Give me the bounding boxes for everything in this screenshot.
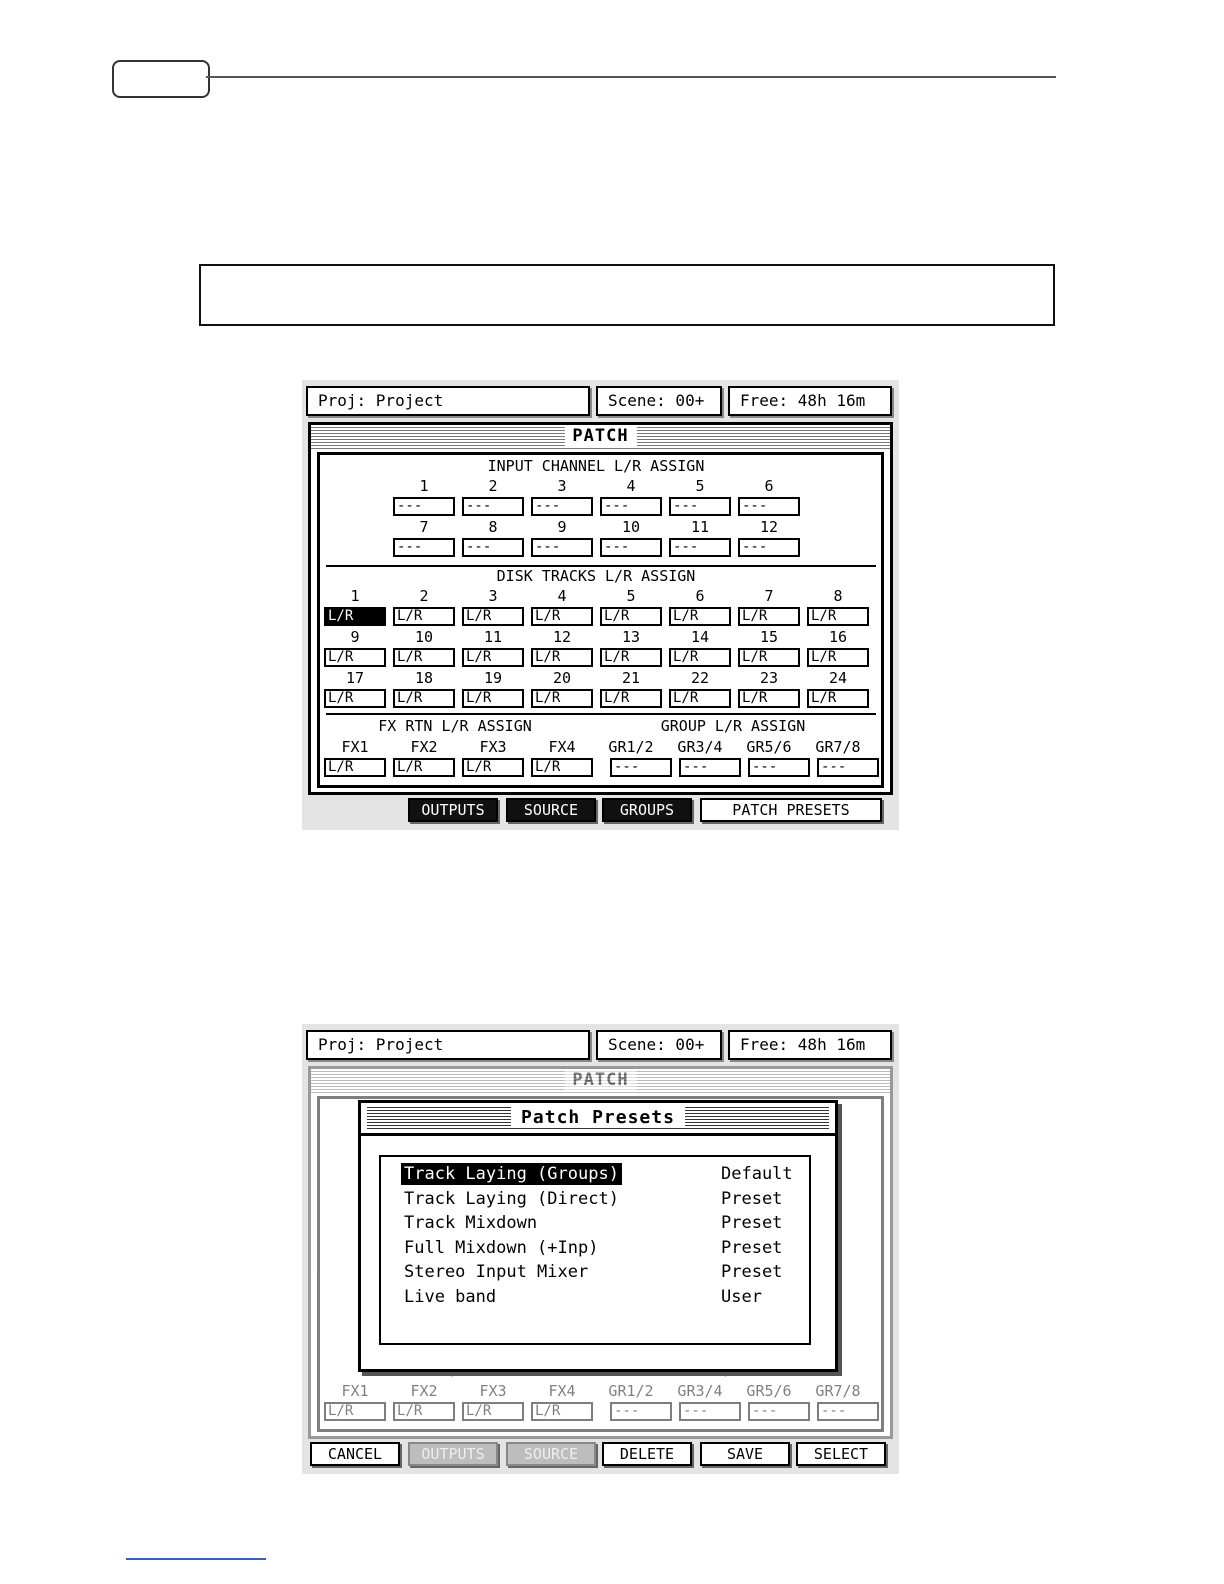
patch-title-bar bbox=[311, 1069, 890, 1093]
patch-title: PATCH bbox=[564, 1070, 636, 1090]
fx-return-label: FX4 bbox=[548, 1382, 576, 1400]
input-channel-assign[interactable]: --- bbox=[669, 538, 731, 557]
disk-track-assign[interactable]: L/R bbox=[462, 689, 524, 708]
softkey-bar bbox=[302, 1442, 899, 1468]
input-channel-assign[interactable]: --- bbox=[600, 538, 662, 557]
group-label: GR7/8 bbox=[815, 1382, 861, 1400]
group-assign[interactable]: --- bbox=[679, 1402, 741, 1421]
input-channel-assign[interactable]: --- bbox=[462, 538, 524, 557]
preset-name: Track Laying (Direct) bbox=[404, 1188, 619, 1209]
input-channel-assign[interactable]: --- bbox=[393, 538, 455, 557]
fx-return-assign[interactable]: L/R bbox=[462, 1402, 524, 1421]
preset-list-item[interactable] bbox=[401, 1261, 801, 1283]
disk-track-number: 14 bbox=[690, 628, 710, 646]
outputs-button[interactable]: OUTPUTS bbox=[408, 798, 498, 822]
disk-track-assign[interactable]: L/R bbox=[669, 648, 731, 667]
fx-return-assign[interactable]: L/R bbox=[531, 758, 593, 777]
group-assign[interactable]: --- bbox=[610, 1402, 672, 1421]
preset-type: User bbox=[721, 1286, 762, 1307]
group-assign[interactable]: --- bbox=[817, 758, 879, 777]
disk-track-assign[interactable]: L/R bbox=[324, 607, 386, 626]
disk-track-assign[interactable]: L/R bbox=[600, 689, 662, 708]
fx-return-header: FX RTN L/R ASSIGN bbox=[378, 717, 532, 735]
preset-type: Preset bbox=[721, 1188, 783, 1209]
fx-return-assign[interactable]: L/R bbox=[531, 1402, 593, 1421]
fx-return-label: FX1 bbox=[341, 738, 369, 756]
disk-track-number: 2 bbox=[419, 587, 429, 605]
preset-name: Track Laying (Groups) bbox=[401, 1163, 622, 1185]
input-channel-number: 2 bbox=[488, 477, 498, 495]
input-channel-number: 8 bbox=[488, 518, 498, 536]
input-channel-number: 4 bbox=[626, 477, 636, 495]
disk-track-number: 10 bbox=[414, 628, 434, 646]
patch-panel bbox=[308, 422, 893, 795]
input-channel-number: 11 bbox=[690, 518, 710, 536]
disk-track-assign[interactable]: L/R bbox=[324, 648, 386, 667]
input-channel-number: 12 bbox=[759, 518, 779, 536]
disk-track-number: 5 bbox=[626, 587, 636, 605]
preset-name: Live band bbox=[404, 1286, 497, 1307]
disk-track-assign[interactable]: L/R bbox=[738, 689, 800, 708]
disk-track-assign[interactable]: L/R bbox=[531, 648, 593, 667]
input-channel-assign[interactable]: --- bbox=[462, 497, 524, 516]
fx-return-assign[interactable]: L/R bbox=[393, 758, 455, 777]
preset-name: Full Mixdown (+Inp) bbox=[404, 1237, 599, 1258]
delete-button[interactable]: DELETE bbox=[602, 1442, 692, 1466]
input-channel-number: 1 bbox=[419, 477, 429, 495]
disk-track-assign[interactable]: L/R bbox=[600, 648, 662, 667]
preset-type: Preset bbox=[721, 1237, 783, 1258]
disk-tracks-header: DISK TRACKS L/R ASSIGN bbox=[496, 567, 696, 585]
input-channel-assign[interactable]: --- bbox=[600, 497, 662, 516]
fx-return-label: FX1 bbox=[341, 1382, 369, 1400]
disk-track-assign[interactable]: L/R bbox=[807, 607, 869, 626]
fx-return-label: FX4 bbox=[548, 738, 576, 756]
disk-track-assign[interactable]: L/R bbox=[807, 648, 869, 667]
disk-track-number: 17 bbox=[345, 669, 365, 687]
preset-list-item[interactable] bbox=[401, 1286, 801, 1308]
group-label: GR5/6 bbox=[746, 1382, 792, 1400]
patch-title: PATCH bbox=[564, 426, 636, 446]
input-channel-assign[interactable]: --- bbox=[669, 497, 731, 516]
input-channel-header: INPUT CHANNEL L/R ASSIGN bbox=[487, 457, 705, 475]
group-assign[interactable]: --- bbox=[748, 1402, 810, 1421]
disk-track-number: 16 bbox=[828, 628, 848, 646]
dialog-title: Patch Presets bbox=[511, 1107, 685, 1128]
preset-type: Default bbox=[721, 1164, 793, 1184]
input-channel-assign[interactable]: --- bbox=[738, 497, 800, 516]
input-channel-number: 9 bbox=[557, 518, 567, 536]
disk-track-assign[interactable]: L/R bbox=[531, 607, 593, 626]
input-channel-assign[interactable]: --- bbox=[393, 497, 455, 516]
disk-track-number: 19 bbox=[483, 669, 503, 687]
input-channel-assign[interactable]: --- bbox=[531, 497, 593, 516]
group-header: GROUP L/R ASSIGN bbox=[660, 717, 806, 735]
disk-track-number: 22 bbox=[690, 669, 710, 687]
preset-list-item[interactable] bbox=[401, 1212, 801, 1234]
footer-rule bbox=[126, 1558, 266, 1560]
patch-presets-screen bbox=[302, 1024, 899, 1474]
group-assign[interactable]: --- bbox=[679, 758, 741, 777]
fx-return-label: FX3 bbox=[479, 738, 507, 756]
group-label: GR7/8 bbox=[815, 738, 861, 756]
preset-list-item[interactable] bbox=[401, 1163, 801, 1185]
input-channel-number: 3 bbox=[557, 477, 567, 495]
softkey-bar bbox=[302, 798, 899, 824]
input-channel-number: 6 bbox=[764, 477, 774, 495]
disk-track-assign[interactable]: L/R bbox=[669, 689, 731, 708]
disk-track-assign[interactable]: L/R bbox=[393, 689, 455, 708]
free-status: Free: 48h 16m bbox=[728, 1030, 892, 1060]
fx-return-assign[interactable]: L/R bbox=[324, 1402, 386, 1421]
group-label: GR1/2 bbox=[608, 738, 654, 756]
fx-return-label: FX3 bbox=[479, 1382, 507, 1400]
preset-name: Track Mixdown bbox=[404, 1213, 538, 1233]
outputs-button: OUTPUTS bbox=[408, 1442, 498, 1466]
group-assign[interactable]: --- bbox=[817, 1402, 879, 1421]
fx-return-assign[interactable]: L/R bbox=[462, 758, 524, 777]
preset-list[interactable] bbox=[379, 1155, 811, 1345]
disk-track-number: 11 bbox=[483, 628, 503, 646]
page-number-tab bbox=[112, 60, 210, 98]
group-assign[interactable]: --- bbox=[610, 758, 672, 777]
free-status: Free: 48h 16m bbox=[728, 386, 892, 416]
patch-presets-dialog bbox=[358, 1100, 838, 1372]
preset-list-item[interactable] bbox=[401, 1188, 801, 1210]
patch-presets-button[interactable]: PATCH PRESETS bbox=[700, 798, 882, 822]
save-button[interactable]: SAVE bbox=[700, 1442, 790, 1466]
disk-track-number: 21 bbox=[621, 669, 641, 687]
disk-track-assign[interactable]: L/R bbox=[669, 607, 731, 626]
fx-return-label: FX2 bbox=[410, 738, 438, 756]
preset-type: Preset bbox=[721, 1213, 783, 1233]
disk-track-number: 3 bbox=[488, 587, 498, 605]
scene-status: Scene: 00+ bbox=[596, 386, 722, 416]
source-button: SOURCE bbox=[506, 1442, 596, 1466]
preset-list-item[interactable] bbox=[401, 1237, 801, 1259]
input-channel-number: 5 bbox=[695, 477, 705, 495]
disk-track-assign[interactable]: L/R bbox=[393, 648, 455, 667]
disk-track-number: 6 bbox=[695, 587, 705, 605]
note-box bbox=[199, 264, 1055, 326]
group-label: GR3/4 bbox=[677, 738, 723, 756]
source-button[interactable]: SOURCE bbox=[506, 798, 596, 822]
disk-track-number: 13 bbox=[621, 628, 641, 646]
disk-track-assign[interactable]: L/R bbox=[462, 648, 524, 667]
input-channel-assign[interactable]: --- bbox=[531, 538, 593, 557]
patch-title-bar bbox=[311, 425, 890, 449]
group-label: GR5/6 bbox=[746, 738, 792, 756]
preset-name: Stereo Input Mixer bbox=[404, 1262, 589, 1282]
disk-track-number: 9 bbox=[350, 628, 360, 646]
group-label: GR3/4 bbox=[677, 1382, 723, 1400]
patch-screen bbox=[302, 380, 899, 830]
disk-track-assign[interactable]: L/R bbox=[600, 607, 662, 626]
disk-track-number: 23 bbox=[759, 669, 779, 687]
disk-track-assign[interactable]: L/R bbox=[393, 607, 455, 626]
patch-grid bbox=[317, 452, 884, 788]
input-channel-number: 7 bbox=[419, 518, 429, 536]
header-rule bbox=[206, 76, 1056, 78]
input-channel-assign[interactable]: --- bbox=[738, 538, 800, 557]
preset-type: Preset bbox=[721, 1262, 783, 1282]
disk-track-assign[interactable]: L/R bbox=[462, 607, 524, 626]
project-status: Proj: Project bbox=[306, 1030, 590, 1060]
disk-track-number: 4 bbox=[557, 587, 567, 605]
fx-return-assign[interactable]: L/R bbox=[324, 758, 386, 777]
disk-track-assign[interactable]: L/R bbox=[738, 607, 800, 626]
input-channel-number: 10 bbox=[621, 518, 641, 536]
disk-track-assign[interactable]: L/R bbox=[807, 689, 869, 708]
dialog-title-rule bbox=[361, 1133, 835, 1136]
fx-return-assign[interactable]: L/R bbox=[393, 1402, 455, 1421]
disk-track-number: 15 bbox=[759, 628, 779, 646]
scene-status: Scene: 00+ bbox=[596, 1030, 722, 1060]
disk-track-assign[interactable]: L/R bbox=[738, 648, 800, 667]
disk-track-number: 8 bbox=[833, 587, 843, 605]
disk-track-number: 18 bbox=[414, 669, 434, 687]
groups-button[interactable]: GROUPS bbox=[602, 798, 692, 822]
disk-track-assign[interactable]: L/R bbox=[324, 689, 386, 708]
disk-track-number: 24 bbox=[828, 669, 848, 687]
cancel-button[interactable]: CANCEL bbox=[310, 1442, 400, 1466]
disk-track-number: 20 bbox=[552, 669, 572, 687]
project-status: Proj: Project bbox=[306, 386, 590, 416]
group-label: GR1/2 bbox=[608, 1382, 654, 1400]
fx-return-label: FX2 bbox=[410, 1382, 438, 1400]
select-button[interactable]: SELECT bbox=[796, 1442, 886, 1466]
dialog-title-bar bbox=[361, 1105, 835, 1131]
disk-track-assign[interactable]: L/R bbox=[531, 689, 593, 708]
group-assign[interactable]: --- bbox=[748, 758, 810, 777]
disk-track-number: 12 bbox=[552, 628, 572, 646]
section-divider bbox=[326, 713, 876, 715]
disk-track-number: 7 bbox=[764, 587, 774, 605]
disk-track-number: 1 bbox=[350, 587, 360, 605]
